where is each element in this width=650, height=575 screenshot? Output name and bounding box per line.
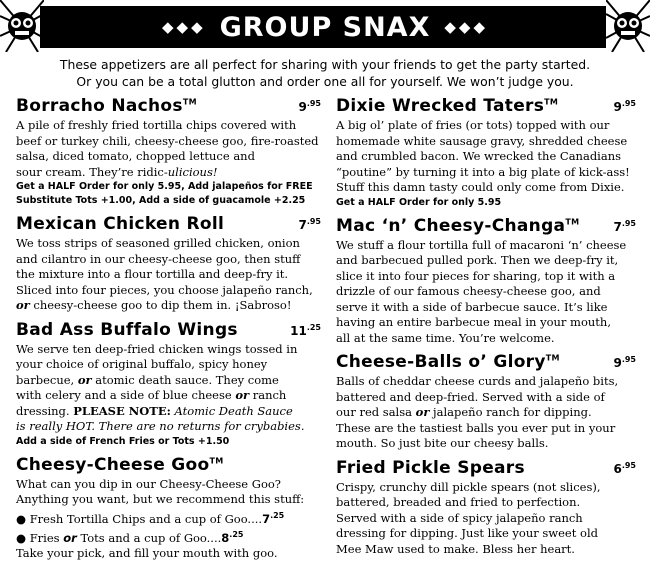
diamond-icon: ◆◆◆ xyxy=(162,18,206,36)
item-addon-note: Get a HALF Order for only 5.95 xyxy=(336,196,502,208)
item-price: $7^{.95}$ xyxy=(298,217,321,232)
menu-item-dixie-wrecked-taters xyxy=(336,96,636,210)
item-description: We serve ten deep-fried chicken wings tossed in your choice of original buffalo, spicy honey barbecue, or atomic death sauce. They come with celery and a side of blue cheese or ranch dressing. PLEASE NOTE: Atomic Death Sauce is really HOT. There are no returns for crybabies. xyxy=(16,341,305,433)
menu-header xyxy=(0,0,650,52)
item-name: Mac ‘n’ Cheesy-Changa xyxy=(336,215,566,236)
item-price: $11^{.25}$ xyxy=(290,322,321,338)
menu-item-cheesy-cheese-goo xyxy=(16,455,321,562)
tiki-mask-icon xyxy=(0,0,44,52)
menu-item-fried-pickle-spears xyxy=(336,458,636,558)
trademark: TM xyxy=(565,216,580,226)
tiki-mask-icon xyxy=(606,0,650,52)
trademark: TM xyxy=(209,455,224,465)
left-column xyxy=(16,96,321,568)
item-description: We toss strips of seasoned grilled chicken, onion and cilantro in our cheesy-cheese goo, then stuff the mixture into a flour tortilla and deep-fry it. Sliced into four pieces, you choose jalapeño ranch, or cheesy-cheese goo to dip them in. ¡Sabroso! xyxy=(16,236,313,312)
diamond-icon: ◆◆◆ xyxy=(444,18,488,36)
page-title: GROUP SNAX xyxy=(219,11,431,43)
menu-item-mexican-chicken-roll xyxy=(16,214,321,314)
item-price: $6^{.95}$ xyxy=(613,460,636,476)
goo-option: ● Fries or Tots and a cup of $Goo....8^{.25}$ xyxy=(16,529,244,545)
item-name: Borracho Nachos xyxy=(16,96,183,116)
item-addon-note: Get a HALF Order for only 5.95, Add jalapeños for FREE Substitute Tots +1.00, Add a side of guacamole +2.25 xyxy=(16,181,313,206)
item-description: What can you dip in our Cheesy-Cheese Goo? Anything you want, but we recommend this stuff: ● Fresh Tortilla Chips and a cup of $Goo....7^{.25}$ ● Fries or Tots and a cup of $Goo....8^{.25}$ Take your pick, and fill your mouth with goo. xyxy=(16,477,321,562)
item-name: Cheese-Balls o’ Glory xyxy=(336,352,546,372)
item-price: $9^{.95}$ xyxy=(613,355,636,370)
item-addon-note: Add a side of French Fries or Tots +1.50 xyxy=(16,435,230,447)
item-description: A big ol’ plate of fries (or tots) topped with our homemade white sausage gravy, shredded cheese and crumbled bacon. We wrecked the Canadians “poutine” by turning it into a big plate of kick-ass! Stuff this damn tasty could only come from Dixie. xyxy=(336,118,630,194)
item-name: Mexican Chicken Roll xyxy=(16,214,225,234)
item-description: A pile of freshly fried tortilla chips covered with beef or turkey chili, cheesy-cheese goo, fire-roasted salsa, diced tomato, chopped lettuce and sour cream. They’re ridic-ulicious! xyxy=(16,118,319,179)
menu-item-borracho-nachos xyxy=(16,96,321,208)
menu-item-mac-n-cheesy-changa xyxy=(336,216,636,347)
item-price: $9^{.95}$ xyxy=(613,99,636,114)
item-name: Bad Ass Buffalo Wings xyxy=(16,319,238,340)
item-description: Crispy, crunchy dill pickle spears (not slices), battered, breaded and fried to perfection. Served with a side of spicy jalapeño ranch dressing for dipping. Just like your sweet old Mee Maw used to make. Bless her heart. xyxy=(336,479,601,556)
intro-line: These appetizers are all perfect for sharing with your friends to get the party started. xyxy=(59,57,591,72)
header-bar xyxy=(40,6,610,48)
intro-text xyxy=(30,56,620,90)
item-name: Dixie Wrecked Taters xyxy=(336,96,545,116)
item-description: We stuff a flour tortilla full of macaroni ‘n’ cheese and barbecued pulled pork. Then we deep-fry it, slice it into four pieces for sharing, top it with a drizzle of our famous cheesy-cheese goo, and serve it with a side of barbecue sauce. It’s like having an entire barbecue meal in your mouth, all at the same time. You’re welcome. xyxy=(336,237,627,345)
intro-line: Or you can be a total glutton and order one all for yourself. We won’t judge you. xyxy=(76,74,574,89)
goo-option: ● Fresh Tortilla Chips and a cup of $Goo....7^{.25}$ xyxy=(16,510,285,526)
trademark: TM xyxy=(544,97,559,107)
menu-item-cheese-balls-o-glory xyxy=(336,352,636,452)
menu-item-bad-ass-buffalo-wings xyxy=(16,320,321,449)
item-price: $7^{.95}$ xyxy=(613,218,636,234)
right-column xyxy=(336,96,636,563)
trademark: TM xyxy=(182,97,197,107)
item-price: $9^{.95}$ xyxy=(298,99,321,114)
item-name: Cheesy-Cheese Goo xyxy=(16,454,210,475)
item-description: Balls of cheddar cheese curds and jalapeño bits, battered and deep-fried. Served with a side of our red salsa or jalapeño ranch for dipping. These are the tastiest balls you ever put in your mouth. So just bite our cheesy balls. xyxy=(336,374,619,450)
item-name: Fried Pickle Spears xyxy=(336,457,525,478)
trademark: TM xyxy=(545,353,560,363)
